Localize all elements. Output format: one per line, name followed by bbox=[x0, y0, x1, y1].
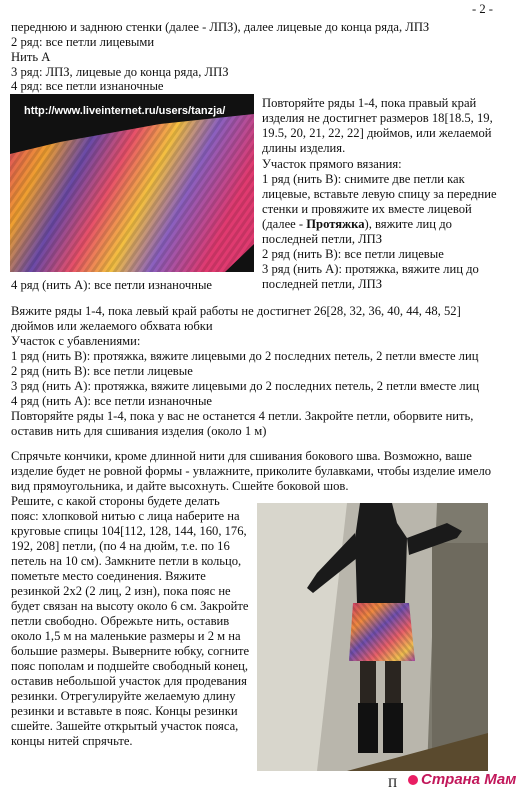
skirt-model-photo bbox=[257, 503, 488, 771]
text-line: 1 ряд (нить В): снимите две петли как bbox=[262, 172, 465, 186]
text-line: петли свободно. Обрежьте нить, оставив bbox=[11, 614, 230, 628]
text-fragment: ), вяжите лиц до bbox=[364, 217, 452, 231]
text-line: вид прямоугольника, и дайте высохнуть. Сшейте боковой шов. bbox=[11, 479, 349, 493]
text-line: Решите, с какой стороны будете делать bbox=[11, 494, 220, 508]
knitted-fabric-photo bbox=[10, 94, 254, 272]
text-line: 2 ряд (нить В): все петли лицевые bbox=[11, 364, 193, 378]
text-line: изделие будет не ровной формы - увлажните, приколите булавками, чтобы изделие имело bbox=[11, 464, 492, 478]
text-line: концы нитей спрячьте. bbox=[11, 734, 133, 748]
text-line: дюймов или желаемого обхвата юбки bbox=[11, 319, 213, 333]
text-fragment: (далее - bbox=[262, 217, 307, 231]
text-line: пометьте место соединения. Вяжите bbox=[11, 569, 206, 583]
text-line: будет связан на высоту около 6 см. Закройте bbox=[11, 599, 249, 613]
watermark-prefix: П bbox=[388, 776, 398, 790]
text-line: Спрячьте кончики, кроме длинной нити для сшивания бокового шва. Возможно, ваше bbox=[11, 449, 472, 463]
text-line: 3 ряд (нить А): протяжка, вяжите лиц до bbox=[262, 262, 479, 276]
text-line: 1 ряд (нить В): протяжка, вяжите лицевыми до 2 последних петель, 2 петли вместе лиц bbox=[11, 349, 479, 363]
photo-url-caption: http://www.liveinternet.ru/users/tanzja/ bbox=[24, 105, 226, 117]
text-line: около 1,5 м на маленькие размеры и 2 м на bbox=[11, 629, 241, 643]
text-line: 192, 208] петли, (по 4 на дюйм, т.е. по 16 bbox=[11, 539, 230, 553]
text-line: 3 ряд (нить А): протяжка, вяжите лицевыми до 2 последних петель, 2 петли вместе лиц bbox=[11, 379, 480, 393]
text-line: резинкой 2х2 (2 лиц, 2 изн), пока пояс не bbox=[11, 584, 231, 598]
text-line: оставив нить для сшивания изделия (около 1 м) bbox=[11, 424, 267, 438]
text-line: Повторяйте ряды 1-4, пока правый край bbox=[262, 96, 477, 110]
text-line: 4 ряд: все петли изнаночные bbox=[11, 79, 164, 93]
text-line: пояс пополам и подшейте свободный конец, bbox=[11, 659, 249, 673]
text-line: Повторяйте ряды 1-4, пока у вас не останется 4 петли. Закройте петли, оборвите нить, bbox=[11, 409, 474, 423]
text-line: 19.5, 20, 21, 22, 22] дюймов, или желаемой bbox=[262, 126, 492, 140]
text-line: резинки. Отрегулируйте желаемую длину bbox=[11, 689, 236, 703]
text-line: Нить А bbox=[11, 50, 51, 64]
text-line: Участок прямого вязания: bbox=[262, 157, 402, 171]
text-line: круговые спицы 104[112, 128, 144, 160, 176, bbox=[11, 524, 247, 538]
text-line: Участок с убавлениями: bbox=[11, 334, 141, 348]
text-line: большие размеры. Выверните юбку, согните bbox=[11, 644, 250, 658]
text-line: резинки и вставьте в пояс. Концы резинки bbox=[11, 704, 238, 718]
text-line: последней петли, ЛПЗ bbox=[262, 277, 383, 291]
text-line: 2 ряд (нить В): все петли лицевые bbox=[262, 247, 444, 261]
text-line: сшейте. Зашейте открытый участок пояса, bbox=[11, 719, 239, 733]
watermark-text: Страна Мам bbox=[421, 771, 517, 788]
watermark-logo bbox=[408, 772, 516, 787]
watermark-dot-icon bbox=[408, 775, 418, 785]
text-line: оставив небольшой участок для продевания bbox=[11, 674, 247, 688]
text-line: длины изделия. bbox=[262, 141, 346, 155]
text-line: Вяжите ряды 1-4, пока левый край работы не достигнет 26[28, 32, 36, 40, 44, 48, 52] bbox=[11, 304, 461, 318]
text-line bbox=[262, 217, 452, 232]
text-line: 2 ряд: все петли лицевыми bbox=[11, 35, 155, 49]
text-line: петель на 10 см). Замкните петли в кольцо, bbox=[11, 554, 242, 568]
text-line: 4 ряд (нить А): все петли изнаночные bbox=[11, 394, 213, 408]
text-line: изделия не достигнет размеров 18[18.5, 19, bbox=[262, 111, 493, 125]
page-number: - 2 - bbox=[472, 2, 493, 16]
text-line: переднюю и заднюю стенки (далее - ЛПЗ), далее лицевые до конца ряда, ЛПЗ bbox=[11, 20, 430, 34]
text-line: последней петли, ЛПЗ bbox=[262, 232, 383, 246]
text-line: стенки и провяжите их вместе лицевой bbox=[262, 202, 472, 216]
term-protyazhka: Протяжка bbox=[306, 217, 365, 231]
text-line: лицевые, вставьте левую спицу за передние bbox=[262, 187, 497, 201]
text-line: 3 ряд: ЛПЗ, лицевые до конца ряда, ЛПЗ bbox=[11, 65, 229, 79]
text-line: 4 ряд (нить А): все петли изнаночные bbox=[11, 278, 213, 292]
text-line: пояс: хлопковой нитью с лица наберите на bbox=[11, 509, 240, 523]
